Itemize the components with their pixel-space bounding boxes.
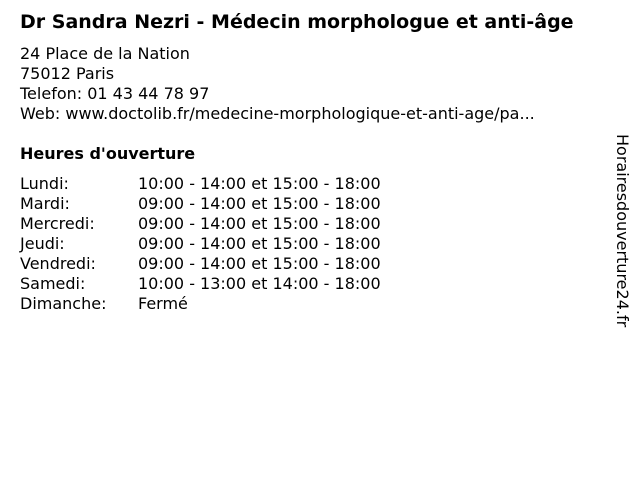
hours-row-wednesday [20,214,381,234]
hours-row-saturday [20,274,381,294]
address-block [20,44,535,124]
hours-row-sunday [20,294,381,314]
hours-row-tuesday [20,194,381,214]
hours-row-monday [20,174,381,194]
hours-row-friday [20,254,381,274]
hours-row-thursday [20,234,381,254]
address-city: 75012 Paris [20,64,115,83]
phone-number[interactable]: Telefon: 01 43 44 78 97 [20,84,210,103]
time-value: Fermé [138,294,188,313]
site-watermark: Horairesdouverture24.fr [613,134,632,328]
time-value: 09:00 - 14:00 et 15:00 - 18:00 [138,254,381,273]
opening-hours-heading: Heures d'ouverture [20,144,196,163]
time-value: 09:00 - 14:00 et 15:00 - 18:00 [138,194,381,213]
day-label: Dimanche: [20,294,107,313]
time-value: 10:00 - 13:00 et 14:00 - 18:00 [138,274,381,293]
day-label: Jeudi: [20,234,65,253]
time-value: 09:00 - 14:00 et 15:00 - 18:00 [138,234,381,253]
time-value: 09:00 - 14:00 et 15:00 - 18:00 [138,214,381,233]
day-label: Mercredi: [20,214,95,233]
day-label: Mardi: [20,194,70,213]
opening-hours-table [20,174,381,314]
time-value: 10:00 - 14:00 et 15:00 - 18:00 [138,174,381,193]
day-label: Vendredi: [20,254,96,273]
day-label: Samedi: [20,274,86,293]
website-link[interactable]: Web: www.doctolib.fr/medecine-morphologique-et-anti-age/pa... [20,104,535,123]
address-street: 24 Place de la Nation [20,44,190,63]
day-label: Lundi: [20,174,69,193]
page-title: Dr Sandra Nezri - Médecin morphologue et anti-âge [20,11,574,33]
